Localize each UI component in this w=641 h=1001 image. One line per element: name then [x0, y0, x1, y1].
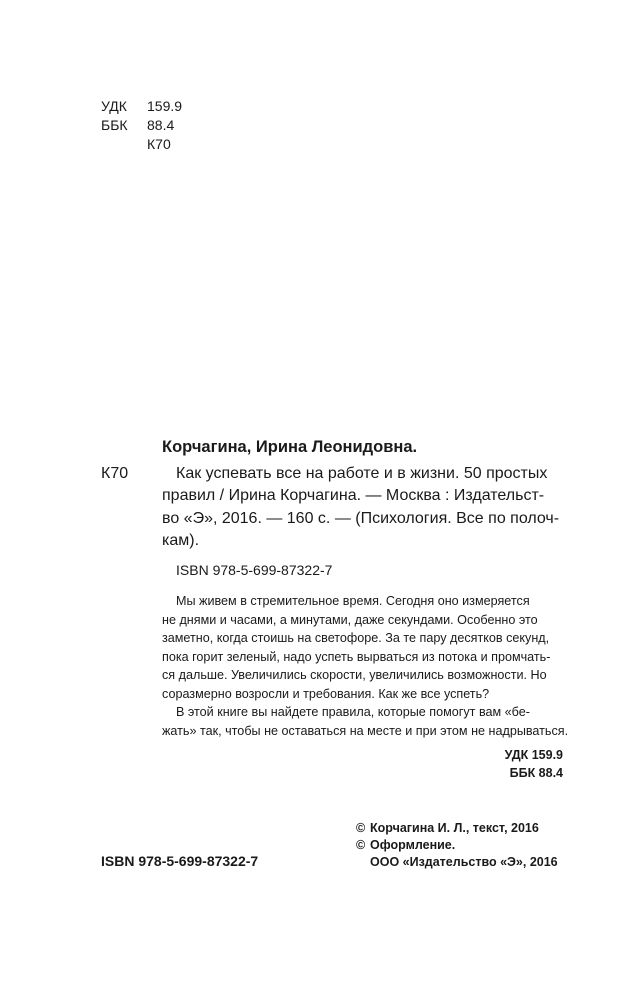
catalog-mark: К70	[101, 465, 129, 482]
catalog-isbn: ISBN 978-5-699-87322-7	[176, 562, 333, 578]
bbk-label: ББК	[101, 117, 128, 133]
bib-line-4: кам).	[162, 532, 200, 549]
annotation-line-4: пока горит зеленый, надо успеть вырваться из потока и промчать-	[162, 650, 551, 664]
annotation-line-6: соразмерно возросли и требования. Как же все успеть?	[162, 687, 490, 701]
annotation-line-1: Мы живем в стремительное время. Сегодня оно измеряется	[176, 594, 530, 608]
bbk-bottom: ББК 88.4	[509, 766, 563, 780]
bib-line-3: во «Э», 2016. — 160 с. — (Психология. Все по полоч-	[162, 510, 560, 527]
udk-bottom: УДК 159.9	[504, 748, 563, 762]
copyright-symbol-1: ©	[356, 821, 366, 835]
annotation-line-7: В этой книге вы найдете правила, которые помогут вам «бе-	[176, 705, 530, 719]
annotation-line-3: заметно, когда стоишь на светофоре. За те пару десятков секунд,	[162, 631, 550, 645]
footer-isbn: ISBN 978-5-699-87322-7	[101, 853, 259, 869]
annotation-line-2: не днями и часами, а минутами, даже секундами. Особенно это	[162, 613, 538, 627]
copyright-line-3: ООО «Издательство «Э», 2016	[370, 855, 558, 869]
annotation-line-8: жать» так, чтобы не оставаться на месте и при этом не надрываться.	[162, 724, 569, 738]
author-mark-top: К70	[147, 136, 171, 152]
copyright-symbol-2: ©	[356, 838, 366, 852]
author-heading: Корчагина, Ирина Леонидовна.	[162, 438, 418, 456]
bbk-value: 88.4	[147, 117, 175, 133]
udk-value: 159.9	[147, 98, 183, 114]
copyright-line-1: Корчагина И. Л., текст, 2016	[370, 821, 539, 835]
annotation-line-5: ся дальше. Увеличились скорости, увеличились возможности. Но	[162, 668, 547, 682]
udk-label: УДК	[101, 98, 127, 114]
bib-line-2: правил / Ирина Корчагина. — Москва : Издательст-	[162, 487, 545, 504]
bib-line-1: Как успевать все на работе и в жизни. 50 простых	[176, 465, 548, 482]
copyright-line-2: Оформление.	[370, 838, 456, 852]
